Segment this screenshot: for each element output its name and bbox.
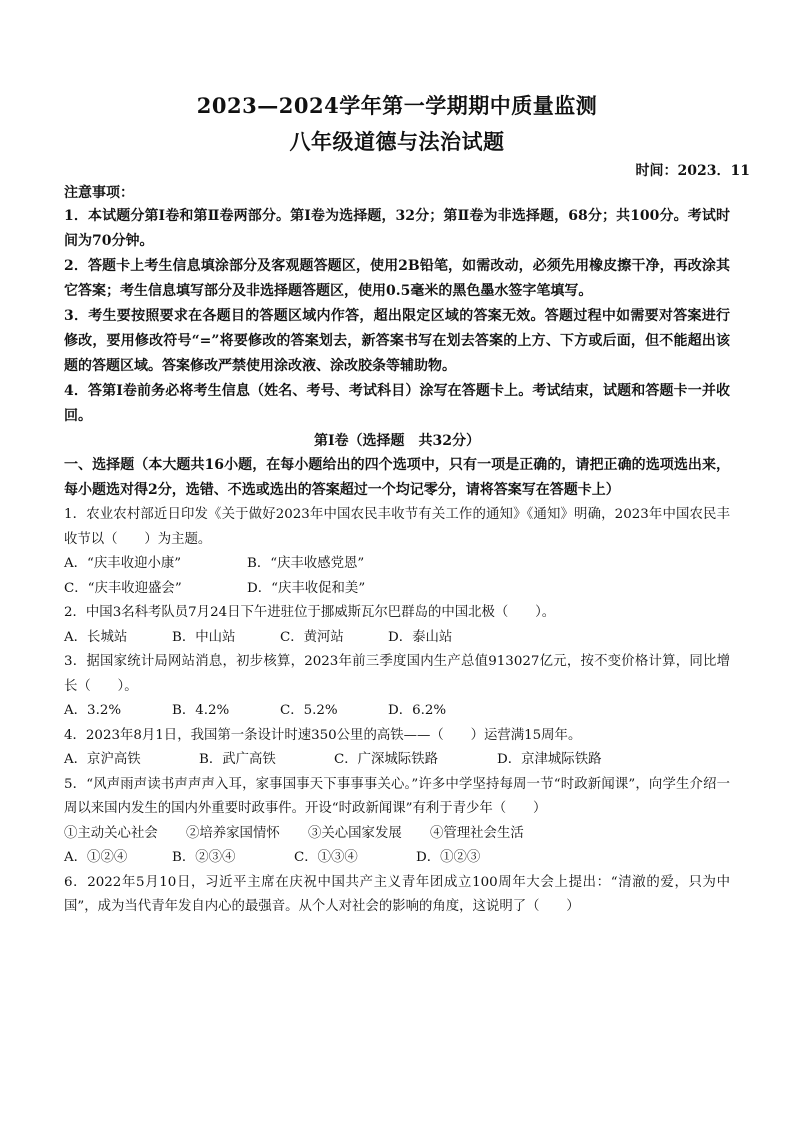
option-c: C．①③④ — [294, 850, 358, 865]
exam-title: 2023—2024学年第一学期期中质量监测 — [196, 93, 598, 118]
exam-date: 时间：2023．11 — [635, 163, 750, 179]
question-4 — [64, 724, 730, 773]
exam-subtitle: 八年级道德与法治试题 — [289, 129, 505, 154]
section-instruction: 一、选择题（本大题共16小题，在每小题给出的四个选项中，只有一项是正确的，请把正确的选项选出来，每小题选对得2分，选错、不选或选出的答案超过一个均记零分，请将答案写在答题卡上） — [64, 457, 730, 498]
statement-row — [64, 822, 730, 847]
statement-4: ④管理社会生活 — [430, 825, 524, 841]
question-stem: 5．“风声雨声读书声声声入耳，家事国事天下事事事关心。”许多中学坚持每周一节“时政新闻课”，向学生介绍一周以来国内发生的国内外重要时政事件。开设“时政新闻课”有利于青少年（ ） — [64, 776, 730, 816]
question-stem: 6．2022年5月10日，习近平主席在庆祝中国共产主义青年团成立100周年大会上提出：“清澈的爱，只为中国”，成为当代青年发自内心的最强音。从个人对社会的影响的角度，这说明了（ ） — [64, 874, 730, 914]
section-title: 第Ⅰ卷（选择题 共32分） — [313, 433, 481, 449]
option-a: A．京沪高铁 — [64, 752, 141, 767]
option-row — [64, 846, 730, 871]
option-c: C．5.2% — [280, 703, 338, 718]
option-d: D．泰山站 — [388, 629, 453, 645]
question-3 — [64, 650, 730, 724]
question-stem: 2．中国3名科考队员7月24日下午进驻位于挪威斯瓦尔巴群岛的中国北极（ ）。 — [64, 605, 556, 620]
option-a: A．“庆丰收迎小康” — [64, 556, 182, 571]
notice-item-2: 2．答题卡上考生信息填涂部分及客观题答题区，使用2B铅笔，如需改动，必须先用橡皮擦干净，再改涂其它答案；考生信息填写部分及非选择题答题区，使用0.5毫米的黑色墨水签字笔填写。 — [64, 258, 730, 299]
option-a: A．①②④ — [64, 850, 128, 865]
option-c: C．“庆丰收迎盛会” — [64, 580, 182, 596]
option-d: D．“庆丰收促和美” — [247, 580, 366, 596]
statement-3: ③关心国家发展 — [308, 825, 402, 841]
option-a: A．3.2% — [64, 703, 122, 718]
option-row — [64, 748, 730, 773]
question-stem: 4．2023年8月1日，我国第一条设计时速350公里的高铁——（ ）运营满15周年。 — [64, 727, 582, 743]
question-1 — [64, 503, 730, 601]
notice-item-4: 4．答第Ⅰ卷前务必将考生信息（姓名、考号、考试科目）涂写在答题卡上。考试结束，试题和答题卡一并收回。 — [64, 383, 730, 424]
question-stem: 1．农业农村部近日印发《关于做好2023年中国农民丰收节有关工作的通知》《通知》明确，2023年中国农民丰收节以（ ）为主题。 — [64, 507, 730, 547]
question-2 — [64, 601, 730, 650]
option-row — [64, 577, 730, 602]
question-stem: 3．据国家统计局网站消息，初步核算，2023年前三季度国内生产总值913027亿元，按不变价格计算，同比增长（ ）。 — [64, 654, 730, 694]
notice-block — [64, 182, 730, 429]
question-5 — [64, 773, 730, 871]
option-row — [64, 626, 730, 651]
notice-item-3: 3．考生要按照要求在各题目的答题区域内作答，超出限定区域的答案无效。答题过程中如需要对答案进行修改，要用修改符号“=”将要修改的答案划去，新答案书写在划去答案的上方、下方或后面，但不能超出该题的答题区域。答案修改严禁使用涂改液、涂改胶条等辅助物。 — [64, 308, 730, 374]
notice-heading: 注意事项： — [64, 185, 134, 201]
option-b: B．武广高铁 — [199, 752, 276, 767]
option-b: B．②③④ — [172, 850, 236, 865]
option-a: A．长城站 — [64, 629, 128, 645]
option-d: D．6.2% — [388, 703, 447, 718]
option-c: C．黄河站 — [280, 629, 344, 645]
option-row — [64, 552, 730, 577]
option-d: D．①②③ — [416, 850, 481, 865]
statement-1: ①主动关心社会 — [64, 825, 158, 841]
option-b: B．4.2% — [172, 703, 230, 718]
option-b: B．中山站 — [172, 629, 236, 645]
question-6 — [64, 871, 730, 920]
option-c: C．广深城际铁路 — [334, 752, 438, 767]
notice-item-1: 1．本试题分第Ⅰ卷和第Ⅱ卷两部分。第Ⅰ卷为选择题，32分；第Ⅱ卷为非选择题，68分；共100分。考试时间为70分钟。 — [64, 208, 730, 249]
option-row — [64, 699, 730, 724]
statement-2: ②培养家国情怀 — [186, 825, 280, 841]
option-b: B．“庆丰收感党恩” — [247, 556, 365, 571]
option-d: D．京津城际铁路 — [497, 752, 602, 767]
